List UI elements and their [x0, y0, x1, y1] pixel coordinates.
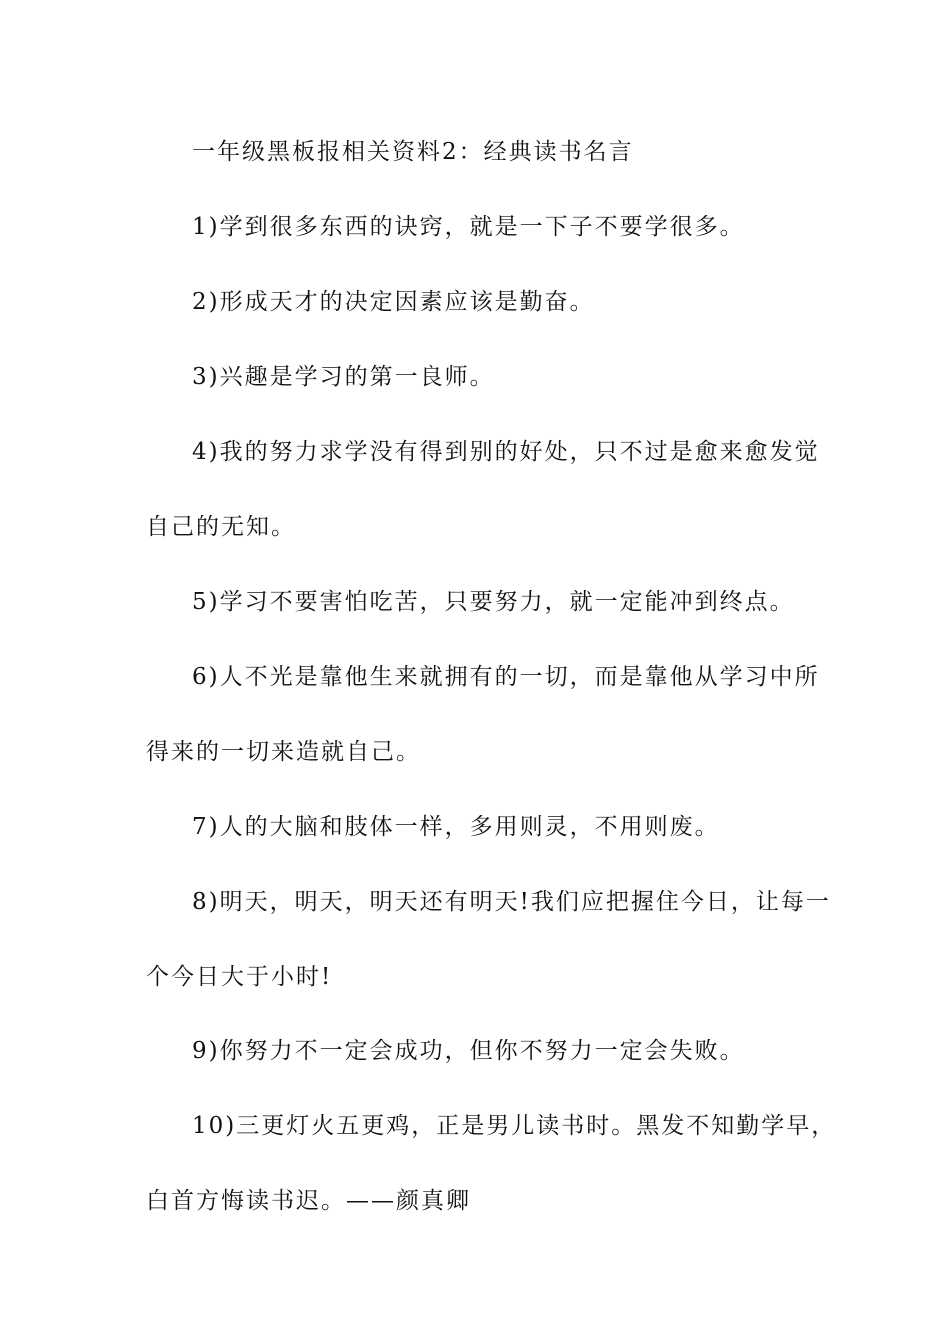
document-heading: 一年级黑板报相关资料2：经典读书名言 [192, 139, 634, 165]
quote-line-2: 2)形成天才的决定因素应该是勤奋。 [192, 289, 595, 315]
quote-line-10a: 10)三更灯火五更鸡，正是男儿读书时。黑发不知勤学早， [192, 1113, 837, 1139]
quote-line-1: 1)学到很多东西的诀窍，就是一下子不要学很多。 [192, 214, 745, 240]
quote-line-4b: 自己的无知。 [146, 514, 296, 540]
quote-line-3: 3)兴趣是学习的第一良师。 [192, 364, 495, 390]
quote-line-8a: 8)明天，明天，明天还有明天!我们应把握住今日，让每一 [192, 889, 831, 915]
quote-line-6a: 6)人不光是靠他生来就拥有的一切，而是靠他从学习中所 [192, 664, 820, 690]
quote-line-9: 9)你努力不一定会成功，但你不努力一定会失败。 [192, 1038, 745, 1064]
quote-line-10b: 白首方悔读书迟。——颜真卿 [146, 1188, 471, 1214]
quote-line-5: 5)学习不要害怕吃苦，只要努力，就一定能冲到终点。 [192, 589, 795, 615]
quote-line-7: 7)人的大脑和肢体一样，多用则灵，不用则废。 [192, 814, 720, 840]
quote-line-4a: 4)我的努力求学没有得到别的好处，只不过是愈来愈发觉 [192, 439, 820, 465]
quote-line-6b: 得来的一切来造就自己。 [146, 739, 421, 765]
quote-line-8b: 个今日大于小时! [146, 964, 333, 990]
